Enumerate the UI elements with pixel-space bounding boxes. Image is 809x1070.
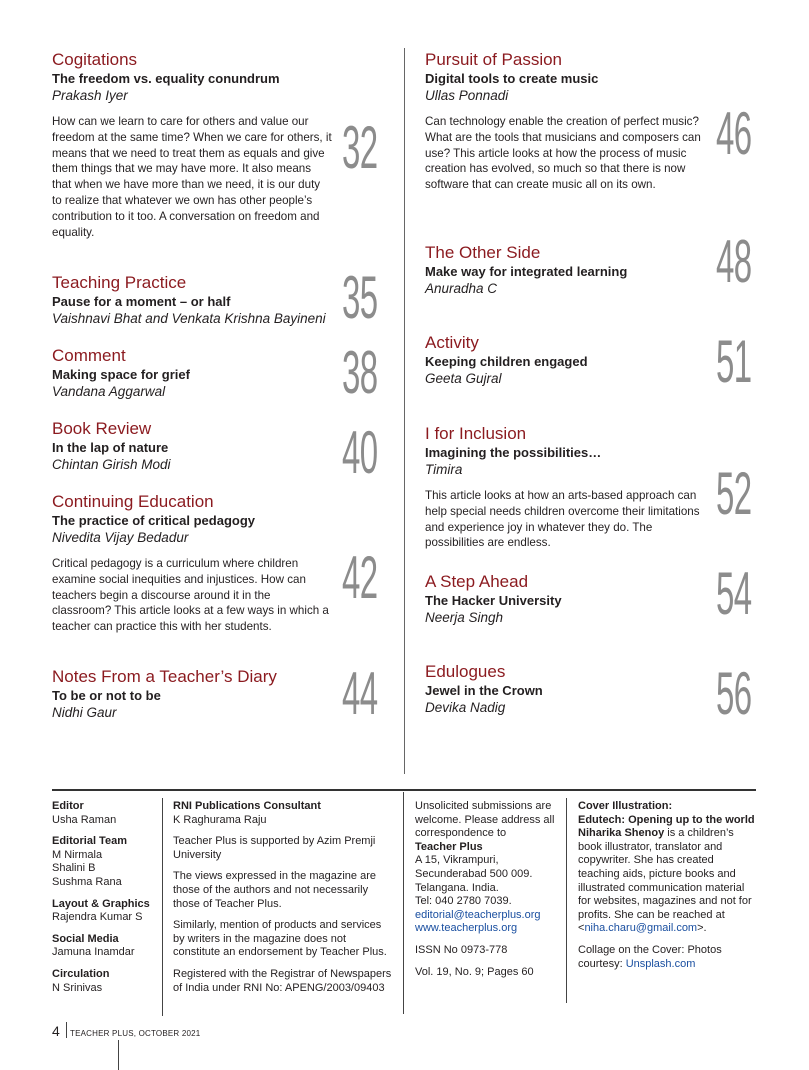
toc-entry-comment [52, 346, 332, 401]
article-title: To be or not to be [52, 688, 161, 703]
section-name: Activity [425, 333, 479, 352]
section-name: A Step Ahead [425, 572, 529, 591]
phone-line: Tel: 040 2780 7039. [415, 895, 512, 908]
staff-social-media [52, 933, 157, 960]
article-title: The freedom vs. equality conundrum [52, 71, 280, 86]
article-title: The practice of critical pedagogy [52, 513, 255, 528]
article-author: Chintan Girish Modi [52, 457, 171, 472]
contact-email-link[interactable]: editorial@teacherplus.org [415, 908, 541, 921]
masthead-divider [566, 798, 567, 1003]
footer-text: TEACHER PLUS, OCTOBER 2021 [70, 1029, 201, 1038]
article-title: In the lap of nature [52, 440, 169, 455]
staff-name: M Nirmala [52, 848, 103, 861]
article-author: Ullas Ponnadi [425, 88, 509, 103]
masthead-divider [403, 792, 404, 1014]
article-author: Nidhi Gaur [52, 705, 117, 720]
article-author: Geeta Gujral [425, 371, 502, 386]
illustrator-name: Niharika Shenoy [578, 827, 665, 840]
page-number: 54 [716, 560, 752, 627]
toc-entry-continuing-education [52, 492, 332, 635]
views-disclaimer: The views expressed in the magazine are those of the authors and not necessarily those of Teacher Plus. [173, 870, 376, 910]
article-title: Keeping children engaged [425, 354, 588, 369]
section-name: Book Review [52, 419, 152, 438]
page-number: 44 [342, 660, 378, 727]
cover-title: Edutech: Opening up to the world [578, 813, 755, 826]
masthead-rule [52, 789, 756, 791]
section-name: Teaching Practice [52, 273, 187, 292]
support-note: Teacher Plus is supported by Azim Premji University [173, 835, 376, 861]
page-number: 40 [342, 419, 378, 486]
footer-page-number: 4 [52, 1023, 60, 1039]
staff-editorial-team [52, 835, 157, 889]
submissions-note: Unsolicited submissions are welcome. Please address all correspondence to [415, 800, 555, 840]
staff-label: Editor [52, 800, 84, 812]
article-description: Critical pedagogy is a curriculum where children examine social inequities and injustices. How can teachers begin a discourse around it in the classroom? This article looks at a few ways in which a teacher can practice this with her students. [52, 557, 329, 634]
masthead-contact [415, 800, 560, 979]
article-author: Vaishnavi Bhat and Venkata Krishna Bayineni [52, 311, 326, 326]
toc-entry-step-ahead [425, 572, 703, 627]
section-name: Pursuit of Passion [425, 50, 563, 69]
illustrator-email-link[interactable]: niha.charu@gmail.com [584, 922, 698, 935]
toc-entry-activity [425, 333, 703, 388]
consultant-label: RNI Publications Consultant [173, 800, 321, 812]
consultant-name: K Raghurama Raju [173, 813, 267, 826]
staff-label: Editorial Team [52, 835, 127, 848]
section-name: I for Inclusion [425, 424, 527, 443]
page-number: 32 [342, 114, 378, 181]
section-name: The Other Side [425, 243, 541, 262]
address-line: A 15, Vikrampuri, [415, 854, 499, 867]
toc-entry-teachers-diary [52, 667, 337, 722]
unsplash-link[interactable]: Unsplash.com [625, 957, 696, 970]
footer-divider [66, 1022, 67, 1038]
article-author: Devika Nadig [425, 700, 506, 715]
staff-label: Circulation [52, 967, 110, 980]
address-line: Secunderabad 500 009. [415, 867, 533, 880]
page-number: 46 [716, 100, 752, 167]
toc-entry-pursuit-of-passion [425, 50, 703, 193]
article-author: Prakash Iyer [52, 88, 128, 103]
staff-label: Social Media [52, 932, 119, 945]
page-number: 51 [716, 328, 752, 395]
article-title: Pause for a moment – or half [52, 294, 231, 309]
article-description: Can technology enable the creation of perfect music? What are the tools that musicians and composers can use? This article looks at how the process of music creation has evolved, so much so that there is now software that can create music all on its own. [425, 115, 701, 192]
page-number: 56 [716, 660, 752, 727]
article-author: Nivedita Vijay Bedadur [52, 530, 189, 545]
section-name: Cogitations [52, 50, 138, 69]
article-description: How can we learn to care for others and value our freedom at the same time? When we care for others, it means that we need to treat them as equals and give them things that we may have more. It also means that when we have more than we need, it is our duty to realize that whatever we own has other people’s contribution to it too. A conversation on freedom and equality. [52, 115, 332, 239]
page-number: 35 [342, 264, 378, 331]
article-author: Neerja Singh [425, 610, 504, 625]
toc-entry-i-for-inclusion [425, 424, 703, 551]
article-title: The Hacker University [425, 593, 562, 608]
cover-label: Cover Illustration: [578, 800, 673, 812]
email-bracket-open: < [578, 922, 585, 935]
page-number: 52 [716, 460, 752, 527]
page-number: 42 [342, 544, 378, 611]
website-link[interactable]: www.teacherplus.org [415, 922, 518, 935]
staff-name: N Srinivas [52, 981, 103, 994]
masthead-publication-info [173, 800, 395, 995]
address-line: Telangana. India. [415, 881, 499, 894]
toc-entry-book-review [52, 419, 332, 474]
staff-name: Sushma Rana [52, 875, 122, 888]
volume-info: Vol. 19, No. 9; Pages 60 [415, 965, 534, 978]
article-author: Anuradha C [425, 281, 498, 296]
collage-credit [578, 944, 758, 971]
article-title: Making space for grief [52, 367, 190, 382]
masthead-staff [52, 800, 157, 1003]
org-name: Teacher Plus [415, 840, 483, 853]
staff-layout [52, 898, 157, 925]
masthead-divider [162, 798, 163, 1016]
column-divider [404, 48, 405, 774]
toc-entry-edulogues [425, 662, 703, 717]
footer-divider [118, 1040, 119, 1070]
staff-name: Usha Raman [52, 813, 117, 826]
article-title: Jewel in the Crown [425, 683, 543, 698]
email-bracket-close: >. [697, 922, 707, 935]
illustrator-bio [578, 827, 758, 936]
article-title: Digital tools to create music [425, 71, 599, 86]
mention-disclaimer: Similarly, mention of products and services by writers in the magazine does not constitute an endorsement by Teacher Plus. [173, 919, 387, 959]
page-number: 48 [716, 228, 752, 295]
article-title: Make way for integrated learning [425, 264, 628, 279]
section-name: Continuing Education [52, 492, 214, 511]
masthead-cover-credit [578, 800, 758, 971]
toc-entry-other-side [425, 243, 703, 298]
staff-label: Layout & Graphics [52, 897, 150, 910]
article-author: Timira [425, 462, 463, 477]
staff-name: Jamuna Inamdar [52, 946, 135, 959]
section-name: Edulogues [425, 662, 506, 681]
section-name: Comment [52, 346, 126, 365]
toc-entry-cogitations [52, 50, 332, 240]
staff-editor [52, 800, 157, 827]
staff-name: Shalini B [52, 862, 96, 875]
registration-note: Registered with the Registrar of Newspapers of India under RNI No: APENG/2003/09403 [173, 967, 392, 994]
article-author: Vandana Aggarwal [52, 384, 166, 399]
page-number: 38 [342, 339, 378, 406]
article-title: Imagining the possibilities… [425, 445, 602, 460]
collage-credit-text: Collage on the Cover: Photos courtesy: [578, 943, 722, 970]
illustrator-bio-text: is a children’s book illustrator, translator and copywriter. She has created teaching aids, picture books and illustrated communication material for websites, magazines and not for profits. She can be reached at [578, 827, 752, 921]
page-footer [52, 1023, 201, 1039]
section-name: Notes From a Teacher’s Diary [52, 667, 277, 686]
issn: ISSN No 0973-778 [415, 943, 508, 956]
article-description: This article looks at how an arts-based approach can help special needs children overcome their limitations and experience joy in whatever they do. The possibilities are endless. [425, 489, 700, 550]
toc-entry-teaching-practice [52, 273, 342, 328]
staff-circulation [52, 968, 157, 995]
staff-name: Rajendra Kumar S [52, 911, 143, 924]
